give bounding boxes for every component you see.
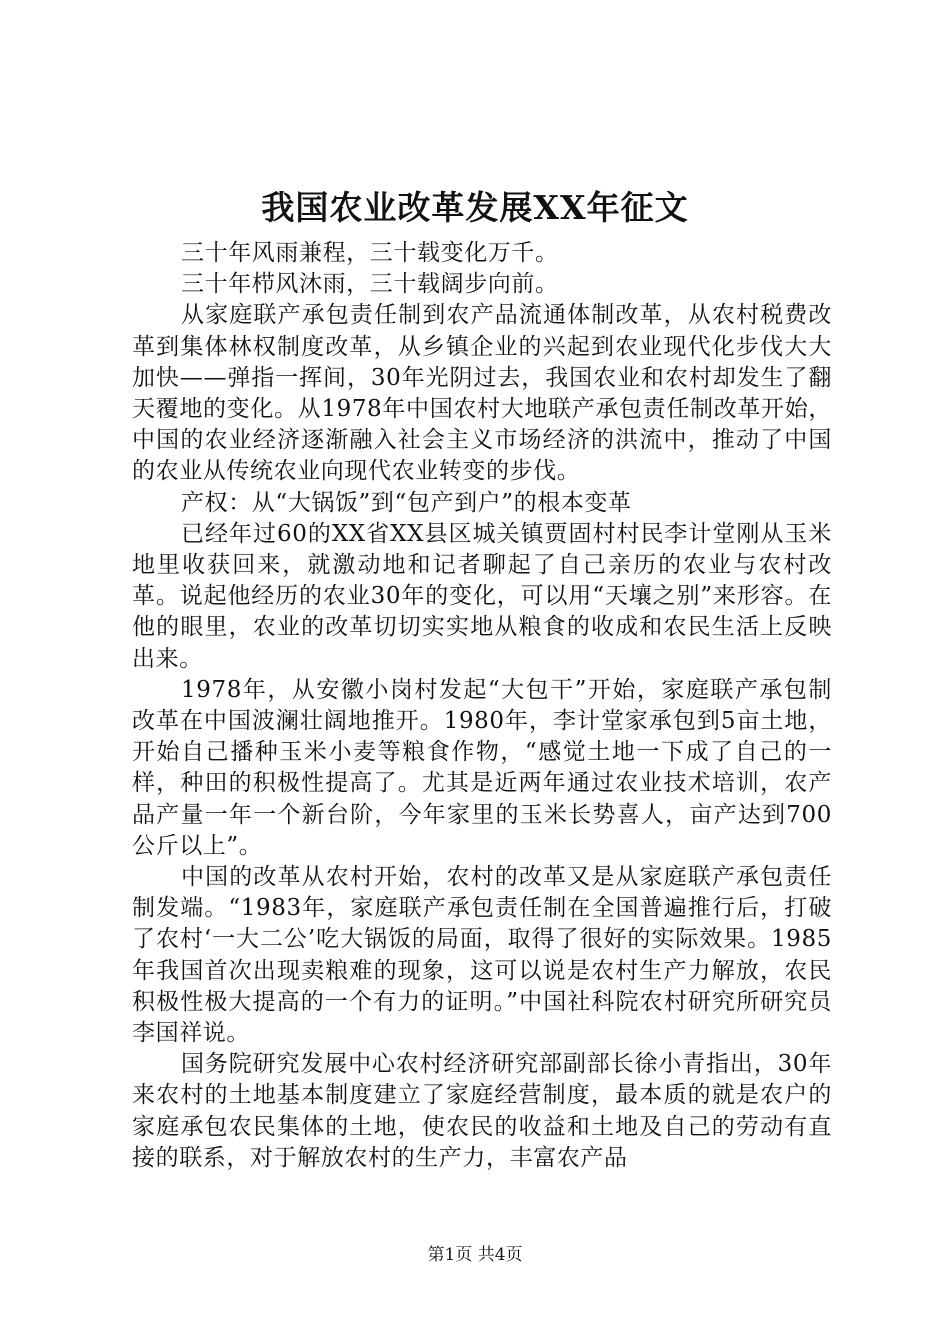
paragraph-3: 从家庭联产承包责任制到农产品流通体制改革，从农村税费改革到集体林权制度改革，从乡镇企业的兴起到农业现代化步伐大大加快——弹指一挥间，30年光阴过去，我国农业和农村却发生了翻天覆地的变化。从1978年中国农村大地联产承包责任制改革开始，中国的农业经济逐渐融入社会主义市场经济的洪流中，推动了中国的农业从传统农业向现代农业转变的步伐。: [132, 302, 832, 485]
paragraph-7: 国务院研究发展中心农村经济研究部副部长徐小青指出，30年来农村的土地基本制度建立了家庭经营制度，最本质的就是农户的家庭承包农民集体的土地，使农民的收益和土地及自己的劳动有直接的联系，对于解放农村的生产力，丰富农产品: [132, 1051, 832, 1171]
paragraph-4: 已经年过60的XX省XX县区城关镇贾固村村民李计堂刚从玉米地里收获回来，就激动地和记者聊起了自己亲历的农业与农村改革。说起他经历的农业30年的变化，可以用“天壤之别”来形容。在他的眼里，农业的改革切切实实地从粮食的收成和农民生活上反映出来。: [132, 520, 832, 672]
document-body: [132, 238, 832, 1174]
paragraph-6: 中国的改革从农村开始，农村的改革又是从家庭联产承包责任制发端。“1983年，家庭联产承包责任制在全国普遍推行后，打破了农村‘一大二公’吃大锅饭的局面，取得了很好的实际效果。1985年我国首次出现卖粮难的现象，这可以说是农村生产力解放，农民积极性极大提高的一个有力的证明。”中国社科院农村研究所研究员李国祥说。: [132, 864, 832, 1047]
paragraph-1: 三十年风雨兼程，三十载变化万千。: [181, 240, 559, 266]
paragraph-2: 三十年栉风沐雨，三十载阔步向前。: [181, 271, 559, 298]
document-title: 我国农业改革发展XX年征文: [261, 188, 689, 227]
paragraph-5: 1978年，从安徽小岗村发起“大包干”开始，家庭联产承包制改革在中国波澜壮阔地推开。1980年，李计堂家承包到5亩土地，开始自己播种玉米小麦等粮食作物，“感觉土地一下成了自己的一样，种田的积极性提高了。尤其是近两年通过农业技术培训，农产品产量一年一个新台阶，今年家里的玉米长势喜人，亩产达到700公斤以上”。: [132, 676, 832, 859]
section-heading: 产权：从“大锅饭”到“包产到户”的根本变革: [181, 489, 632, 516]
page-footer: 第1页 共4页: [427, 1245, 523, 1265]
